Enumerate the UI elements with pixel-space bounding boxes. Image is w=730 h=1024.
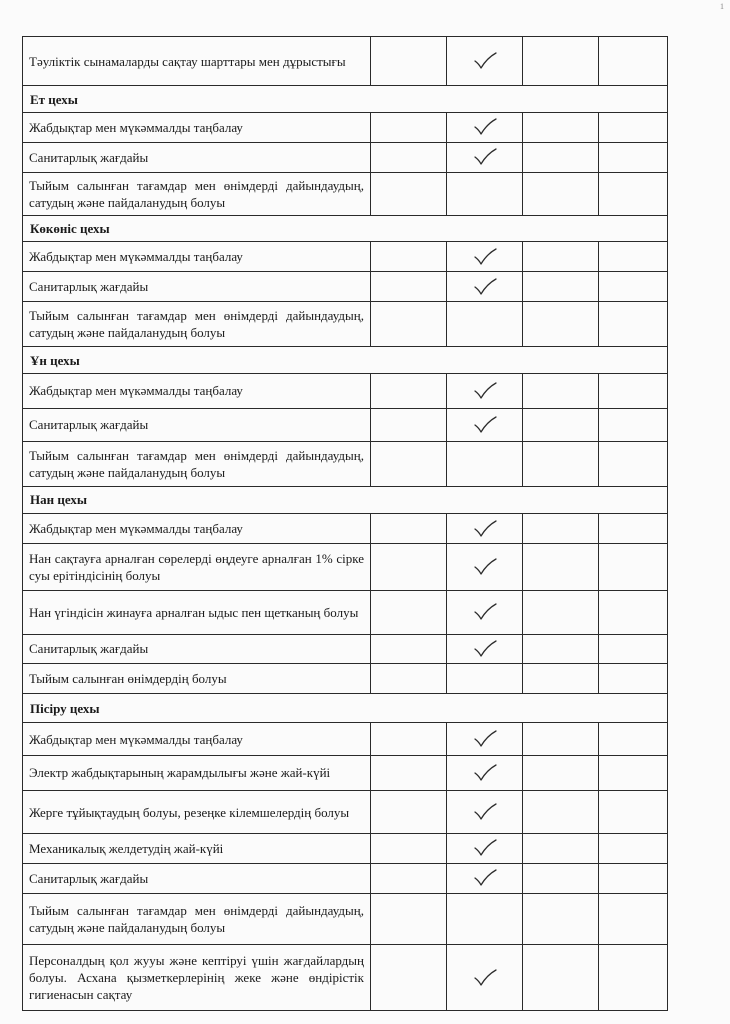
compliance-mark-cell (447, 441, 523, 486)
empty-cell (371, 272, 447, 302)
checkmark-icon (472, 117, 498, 137)
section-title: Көкөніс цехы (23, 215, 668, 242)
table-row (23, 634, 668, 663)
criterion-text: Нан сақтауға арналған сөрелерді өңдеуге арналған 1% сірке суы ерітіндісінің болуы (23, 544, 371, 590)
empty-cell (599, 513, 668, 544)
checkmark-icon (472, 602, 498, 622)
table-row (23, 723, 668, 756)
table-row (23, 663, 668, 694)
criterion-text: Тәуліктік сынамаларды сақтау шарттары мен дұрыстығы (23, 37, 371, 86)
empty-cell (523, 272, 599, 302)
empty-cell (599, 373, 668, 408)
empty-cell (599, 113, 668, 143)
checkmark-icon (472, 415, 498, 435)
compliance-mark-cell (447, 634, 523, 663)
table-row (23, 756, 668, 791)
criterion-text: Тыйым салынған тағамдар мен өнімдерді дайындаудың, сатудың және пайдаланудың болуы (23, 301, 371, 346)
criterion-text: Нан үгіндісін жинауға арналған ыдыс пен щетканың болуы (23, 590, 371, 634)
criterion-text: Механикалық желдетудің жай-күйі (23, 834, 371, 864)
criterion-text: Тыйым салынған тағамдар мен өнімдерді дайындаудың, сатудың және пайдаланудың болуы (23, 441, 371, 486)
section-title: Пісіру цехы (23, 694, 668, 723)
empty-cell (523, 834, 599, 864)
section-header-row (23, 694, 668, 723)
criterion-text: Санитарлық жағдайы (23, 408, 371, 441)
empty-cell (523, 663, 599, 694)
empty-cell (523, 723, 599, 756)
checkmark-icon (472, 519, 498, 539)
criterion-text: Жабдықтар мен мүкәммалды таңбалау (23, 113, 371, 143)
checkmark-icon (472, 247, 498, 267)
empty-cell (599, 37, 668, 86)
table-row (23, 172, 668, 215)
criterion-text: Жерге тұйықтаудың болуы, резеңке кілемшелердің болуы (23, 790, 371, 833)
table-row (23, 441, 668, 486)
empty-cell (371, 37, 447, 86)
compliance-mark-cell (447, 544, 523, 590)
empty-cell (523, 863, 599, 893)
criterion-text: Санитарлық жағдайы (23, 863, 371, 893)
empty-cell (523, 945, 599, 1011)
empty-cell (523, 441, 599, 486)
checkmark-icon (472, 763, 498, 783)
empty-cell (523, 142, 599, 172)
empty-cell (523, 790, 599, 833)
empty-cell (371, 544, 447, 590)
table-row (23, 408, 668, 441)
table-row (23, 863, 668, 893)
criterion-text: Жабдықтар мен мүкәммалды таңбалау (23, 723, 371, 756)
empty-cell (371, 373, 447, 408)
criterion-text: Жабдықтар мен мүкәммалды таңбалау (23, 513, 371, 544)
criterion-text: Жабдықтар мен мүкәммалды таңбалау (23, 242, 371, 272)
table-row (23, 142, 668, 172)
empty-cell (523, 756, 599, 791)
compliance-mark-cell (447, 172, 523, 215)
compliance-mark-cell (447, 37, 523, 86)
section-title: Нан цехы (23, 486, 668, 513)
corner-mark: 1 (720, 2, 724, 11)
criterion-text: Тыйым салынған тағамдар мен өнімдерді дайындаудың, сатудың және пайдаланудың болуы (23, 893, 371, 944)
empty-cell (371, 113, 447, 143)
compliance-mark-cell (447, 301, 523, 346)
empty-cell (599, 723, 668, 756)
checkmark-icon (472, 868, 498, 888)
table-row (23, 113, 668, 143)
empty-cell (523, 301, 599, 346)
empty-cell (599, 544, 668, 590)
compliance-mark-cell (447, 723, 523, 756)
section-title: Ет цехы (23, 86, 668, 113)
section-header-row (23, 215, 668, 242)
compliance-mark-cell (447, 663, 523, 694)
empty-cell (371, 663, 447, 694)
checkmark-icon (472, 277, 498, 297)
checkmark-icon (472, 147, 498, 167)
table-row (23, 301, 668, 346)
criterion-text: Электр жабдықтарының жарамдылығы және жай-күйі (23, 756, 371, 791)
criterion-text: Тыйым салынған өнімдердің болуы (23, 663, 371, 694)
empty-cell (599, 893, 668, 944)
empty-cell (371, 863, 447, 893)
section-header-row (23, 86, 668, 113)
empty-cell (371, 893, 447, 944)
inspection-checklist-table (22, 36, 668, 1011)
compliance-mark-cell (447, 242, 523, 272)
compliance-mark-cell (447, 945, 523, 1011)
table-row (23, 242, 668, 272)
table-row (23, 272, 668, 302)
checkmark-icon (472, 557, 498, 577)
empty-cell (523, 172, 599, 215)
empty-cell (523, 634, 599, 663)
table-row (23, 834, 668, 864)
table-row (23, 945, 668, 1011)
criterion-text: Санитарлық жағдайы (23, 634, 371, 663)
empty-cell (599, 272, 668, 302)
table-row (23, 513, 668, 544)
checkmark-icon (472, 639, 498, 659)
compliance-mark-cell (447, 113, 523, 143)
empty-cell (523, 513, 599, 544)
empty-cell (599, 863, 668, 893)
compliance-mark-cell (447, 513, 523, 544)
checkmark-icon (472, 802, 498, 822)
empty-cell (599, 663, 668, 694)
checkmark-icon (472, 51, 498, 71)
compliance-mark-cell (447, 408, 523, 441)
empty-cell (371, 408, 447, 441)
empty-cell (599, 301, 668, 346)
empty-cell (523, 373, 599, 408)
table-row (23, 590, 668, 634)
empty-cell (371, 513, 447, 544)
empty-cell (371, 142, 447, 172)
table-row (23, 544, 668, 590)
empty-cell (371, 723, 447, 756)
section-header-row (23, 486, 668, 513)
empty-cell (371, 945, 447, 1011)
compliance-mark-cell (447, 863, 523, 893)
empty-cell (599, 834, 668, 864)
empty-cell (523, 37, 599, 86)
criterion-text: Жабдықтар мен мүкәммалды таңбалау (23, 373, 371, 408)
empty-cell (371, 590, 447, 634)
empty-cell (599, 756, 668, 791)
empty-cell (599, 590, 668, 634)
compliance-mark-cell (447, 373, 523, 408)
empty-cell (371, 834, 447, 864)
empty-cell (371, 790, 447, 833)
criterion-text: Персоналдың қол жууы және кептіруі үшін жағдайлардың болуы. Асхана қызметкерлерінің жеке және өндірістік гигиенасын сақтау (23, 945, 371, 1011)
empty-cell (371, 301, 447, 346)
criterion-text: Тыйым салынған тағамдар мен өнімдерді дайындаудың, сатудың және пайдаланудың болуы (23, 172, 371, 215)
checkmark-icon (472, 838, 498, 858)
empty-cell (371, 441, 447, 486)
criterion-text: Санитарлық жағдайы (23, 142, 371, 172)
empty-cell (599, 242, 668, 272)
empty-cell (599, 790, 668, 833)
compliance-mark-cell (447, 142, 523, 172)
empty-cell (599, 945, 668, 1011)
empty-cell (371, 634, 447, 663)
compliance-mark-cell (447, 590, 523, 634)
empty-cell (599, 172, 668, 215)
table-row (23, 893, 668, 944)
table-row (23, 37, 668, 86)
empty-cell (371, 242, 447, 272)
compliance-mark-cell (447, 272, 523, 302)
checkmark-icon (472, 381, 498, 401)
section-header-row (23, 347, 668, 374)
empty-cell (523, 544, 599, 590)
empty-cell (523, 590, 599, 634)
empty-cell (371, 756, 447, 791)
empty-cell (523, 408, 599, 441)
empty-cell (371, 172, 447, 215)
empty-cell (599, 142, 668, 172)
compliance-mark-cell (447, 790, 523, 833)
table-row (23, 790, 668, 833)
empty-cell (523, 113, 599, 143)
empty-cell (599, 441, 668, 486)
empty-cell (523, 893, 599, 944)
empty-cell (599, 634, 668, 663)
empty-cell (523, 242, 599, 272)
criterion-text: Санитарлық жағдайы (23, 272, 371, 302)
checkmark-icon (472, 968, 498, 988)
section-title: Ұн цехы (23, 347, 668, 374)
table-row (23, 373, 668, 408)
compliance-mark-cell (447, 893, 523, 944)
empty-cell (599, 408, 668, 441)
checkmark-icon (472, 729, 498, 749)
compliance-mark-cell (447, 756, 523, 791)
compliance-mark-cell (447, 834, 523, 864)
